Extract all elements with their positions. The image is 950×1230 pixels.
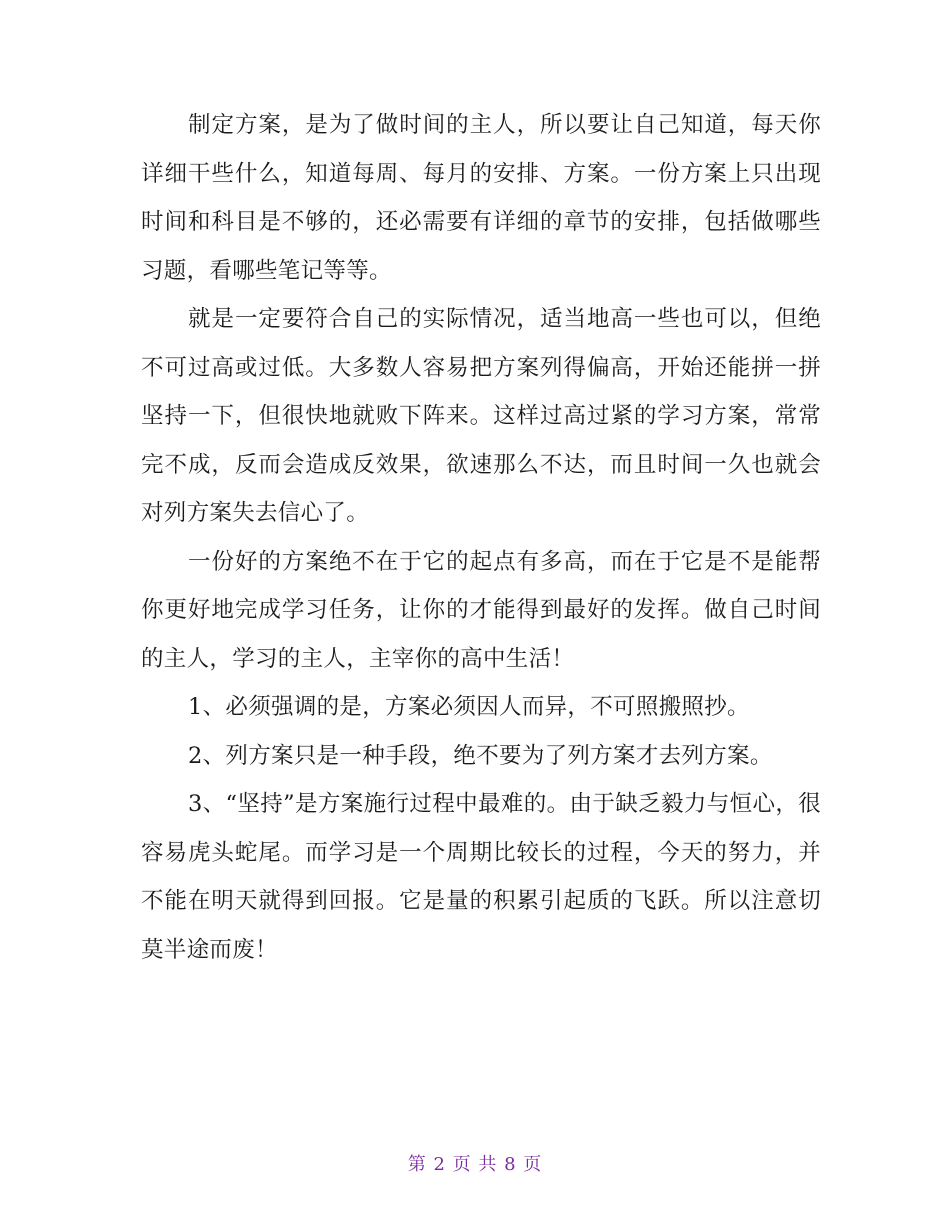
document-body xyxy=(141,101,821,974)
list-item-1: 1、必须强调的是，方案必须因人而异，不可照搬照抄。 xyxy=(188,694,750,720)
page-number-footer: 第 2 页 共 8 页 xyxy=(407,1154,543,1175)
paragraph-3: 一份好的方案绝不在于它的起点有多高，而在于它是不是能帮你更好地完成学习任务，让你的才能得到最好的发挥。做自己时间的主人，学习的主人，主宰你的高中生活！ xyxy=(141,548,821,672)
list-item-2: 2、列方案只是一种手段，绝不要为了列方案才去列方案。 xyxy=(188,742,773,769)
list-item-3: 3、“坚持”是方案施行过程中最难的。由于缺乏毅力与恒心，很容易虎头蛇尾。而学习是一个周期比较长的过程，今天的努力，并不能在明天就得到回报。它是量的积累引起质的飞跃。所以注意切莫半途而废！ xyxy=(141,791,821,963)
paragraph-1: 制定方案，是为了做时间的主人，所以要让自己知道，每天你详细干些什么，知道每周、每月的安排、方案。一份方案上只出现时间和科目是不够的，还必需要有详细的章节的安排，包括做哪些习题，看哪些笔记等等。 xyxy=(141,112,821,284)
paragraph-2: 就是一定要符合自己的实际情况，适当地高一些也可以，但绝不可过高或过低。大多数人容易把方案列得偏高，开始还能拼一拼坚持一下，但很快地就败下阵来。这样过高过紧的学习方案，常常完不成，反而会造成反效果，欲速那么不达，而且时间一久也就会对列方案失去信心了。 xyxy=(141,306,821,526)
